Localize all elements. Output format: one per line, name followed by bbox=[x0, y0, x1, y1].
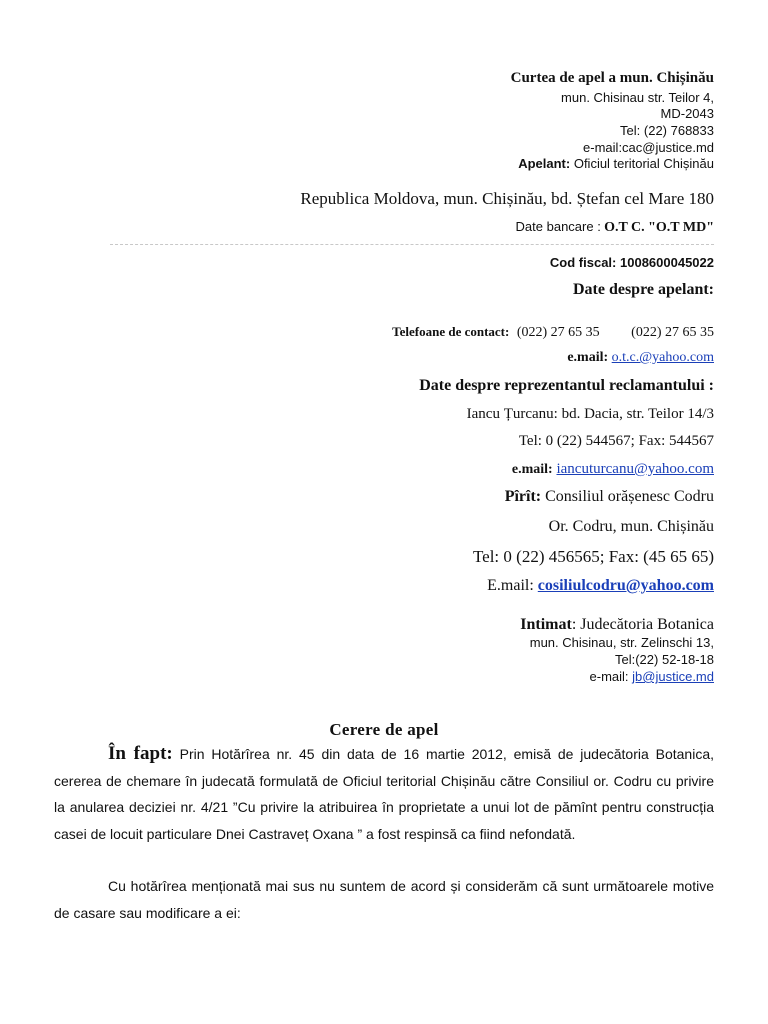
representative-email-link[interactable]: iancuturcanu@yahoo.com bbox=[556, 461, 714, 477]
appellant-address: Republica Moldova, mun. Chișinău, bd. Ștefan cel Mare 180 bbox=[300, 189, 714, 208]
contact-phone-2: (022) 27 65 35 bbox=[631, 325, 714, 340]
representative-email-line bbox=[512, 461, 714, 478]
appellant-email-line bbox=[567, 350, 714, 366]
defendant-label: Pîrît: bbox=[504, 488, 542, 505]
facts-lead: În fapt: bbox=[108, 743, 173, 764]
dashed-divider bbox=[110, 244, 714, 245]
respondent-label: Intimat bbox=[520, 616, 572, 633]
contact-phones-line bbox=[392, 324, 714, 341]
court-postal-code: MD-2043 bbox=[660, 106, 714, 121]
fiscal-line bbox=[550, 255, 714, 270]
facts-paragraph bbox=[54, 741, 714, 847]
bank-label: Date bancare : bbox=[515, 219, 601, 234]
appellant-value: Oficiul teritorial Chișinău bbox=[573, 156, 714, 171]
contact-phones-label: Telefoane de contact: bbox=[392, 324, 510, 339]
defendant-address: Or. Codru, mun. Chișinău bbox=[548, 518, 714, 535]
respondent-email-label: e-mail: bbox=[589, 669, 629, 684]
representative-address: Iancu Țurcanu: bd. Dacia, str. Teilor 14/3 bbox=[466, 406, 714, 422]
defendant-email-link[interactable]: cosiliulcodru@yahoo.com bbox=[537, 577, 714, 594]
court-email: e-mail:cac@justice.md bbox=[583, 140, 714, 155]
bank-line bbox=[516, 219, 714, 236]
defendant-line bbox=[505, 488, 714, 506]
court-phone: Tel: (22) 768833 bbox=[620, 123, 714, 138]
appellant-email-link[interactable]: o.t.c.@yahoo.com bbox=[611, 350, 714, 365]
respondent-email-line bbox=[590, 669, 714, 684]
respondent-line bbox=[520, 616, 714, 634]
facts-text: Prin Hotărîrea nr. 45 din data de 16 martie 2012, emisă de judecătoria Botanica, cererea de chemare în judecată formulată de Oficiul teritorial Chișinău către Consiliul or. Codru cu privire la anularea deciziei nr. 4/21 ”Cu privire la atribuirea în proprietate a unui lot de pămînt pentru construcția casei de locuit particulare Dnei Castraveț Oxana ” a fost respinsă ca fiind nefondată. bbox=[54, 746, 714, 842]
defendant-phone: Tel: 0 (22) 456565; Fax: (45 65 65) bbox=[472, 547, 714, 566]
bank-value: O.T C. "O.T MD" bbox=[604, 220, 714, 235]
representative-heading: Date despre reprezentantul reclamantului : bbox=[419, 377, 714, 394]
appellant-email-label: e.mail: bbox=[567, 350, 609, 365]
defendant-email-line bbox=[487, 577, 714, 595]
court-name: Curtea de apel a mun. Chișinău bbox=[510, 70, 714, 86]
defendant-name: Consiliul orășenesc Codru bbox=[545, 488, 714, 505]
appellant-label: Apelant: bbox=[518, 156, 571, 171]
respondent-email-link[interactable]: jb@justice.md bbox=[632, 669, 714, 684]
representative-email-label: e.mail: bbox=[511, 462, 553, 477]
fiscal-label: Cod fiscal: bbox=[549, 255, 617, 270]
representative-phone: Tel: 0 (22) 544567; Fax: 544567 bbox=[518, 433, 714, 449]
appellant-section-heading: Date despre apelant: bbox=[572, 281, 714, 298]
respondent-address: mun. Chisinau, str. Zelinschi 13, bbox=[529, 635, 714, 650]
fiscal-value: 1008600045022 bbox=[620, 255, 714, 270]
contact-phone-1: (022) 27 65 35 bbox=[516, 325, 600, 340]
respondent-name: : Judecătoria Botanica bbox=[571, 616, 714, 633]
objection-paragraph: Cu hotărîrea menționată mai sus nu suntem de acord și considerăm că sunt următoarele motive de casare sau modificare a ei: bbox=[54, 878, 714, 921]
respondent-phone: Tel:(22) 52-18-18 bbox=[615, 652, 714, 667]
defendant-email-label: E.mail: bbox=[487, 577, 534, 594]
court-address: mun. Chisinau str. Teilor 4, bbox=[561, 90, 714, 105]
appellant-line bbox=[518, 156, 714, 171]
document-title: Cerere de apel bbox=[329, 720, 439, 739]
